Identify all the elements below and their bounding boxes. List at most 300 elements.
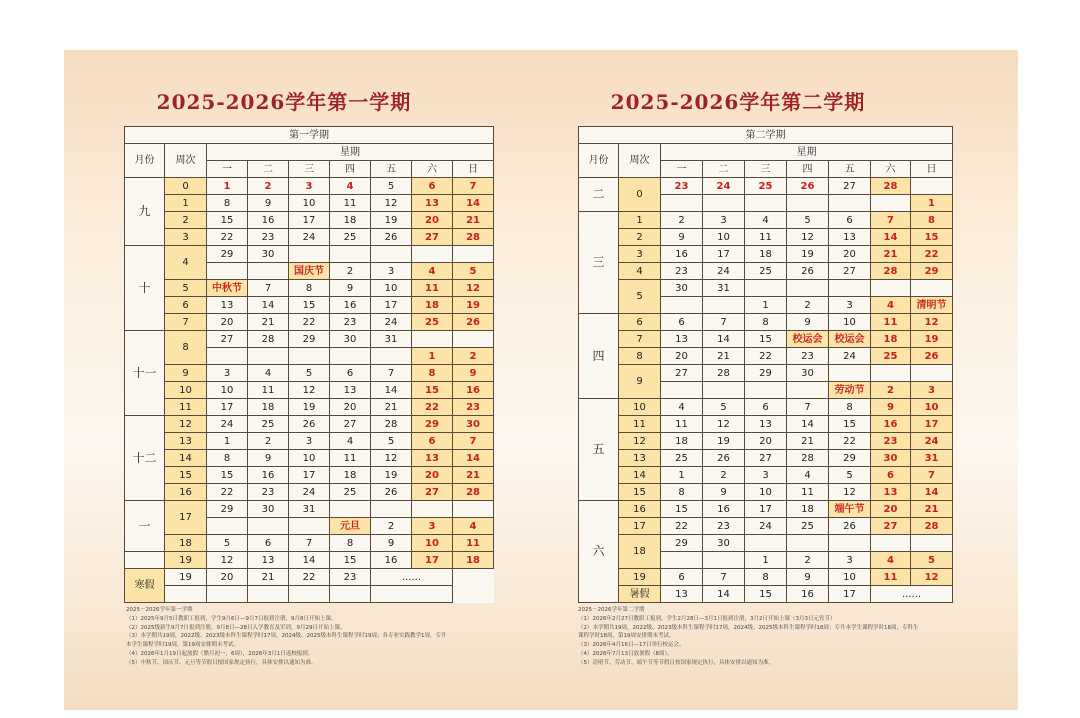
week-number-cell: 15: [619, 484, 661, 501]
note-line: （5）中秋节、国庆节、元旦等节假日按国家规定执行，具体安排以通知为准。: [126, 659, 317, 666]
day-cell: 25: [248, 416, 289, 433]
day-cell: 7: [453, 433, 494, 450]
week-number-cell: 1: [619, 212, 661, 229]
day-cell: 6: [661, 314, 703, 331]
empty-day-cell: [207, 586, 248, 603]
week-number-cell: 9: [619, 365, 661, 399]
day-cell: 27: [661, 365, 703, 382]
day-cell: 30: [787, 365, 829, 382]
day-cell: 14: [289, 552, 330, 569]
day-cell: 27: [330, 416, 371, 433]
day-cell: 7: [289, 535, 330, 552]
week-row: [125, 399, 494, 416]
day-cell: 6: [829, 212, 871, 229]
day-cell: 4: [745, 212, 787, 229]
week-number-cell: 14: [165, 450, 207, 467]
day-cell: 9: [330, 280, 371, 297]
day-cell: 24: [207, 416, 248, 433]
day-cell: 25: [745, 178, 787, 195]
day-cell: 4: [871, 297, 911, 314]
day-cell: 11: [871, 314, 911, 331]
empty-day-cell: [703, 382, 745, 399]
semester2-calendar-table: [578, 126, 953, 603]
day-cell: 21: [787, 433, 829, 450]
day-cell: 13: [207, 297, 248, 314]
week-row: [579, 450, 953, 467]
day-cell: 15: [330, 552, 371, 569]
day-cell: 11: [330, 195, 371, 212]
weekday-group-header: 星期: [207, 144, 494, 161]
week-row: [579, 178, 953, 195]
note-line: （5）清明节、劳动节、端午节等节假日按国家规定执行，具体安排以通知为准。: [578, 659, 775, 666]
day-cell: 16: [453, 382, 494, 399]
day-cell: 27: [412, 229, 453, 246]
day-cell: 22: [289, 314, 330, 331]
empty-day-cell: [207, 263, 248, 280]
week-number-cell: 17: [165, 501, 207, 535]
day-cell: 18: [871, 331, 911, 348]
empty-day-cell: [787, 195, 829, 212]
day-cell: 2: [787, 552, 829, 569]
day-cell: 6: [661, 569, 703, 586]
day-cell: 13: [871, 484, 911, 501]
week-number-cell: 5: [619, 280, 661, 314]
day-cell: 15: [289, 297, 330, 314]
day-cell: 21: [371, 399, 412, 416]
day-cell: 12: [911, 314, 953, 331]
day-cell: 5: [829, 467, 871, 484]
day-cell: 16: [330, 297, 371, 314]
week-number-cell: 18: [165, 535, 207, 552]
day-cell: 30: [661, 280, 703, 297]
day-cell: 15: [661, 501, 703, 518]
day-cell: 7: [453, 178, 494, 195]
empty-day-cell: [745, 280, 787, 297]
holiday-cell: 中秋节: [207, 280, 248, 297]
day-cell: 27: [829, 263, 871, 280]
empty-day-cell: [745, 195, 787, 212]
day-cell: 14: [871, 229, 911, 246]
semester1-calendar-table: [124, 126, 494, 603]
week-row: [579, 263, 953, 280]
day-cell: 26: [703, 450, 745, 467]
day-cell: 13: [661, 586, 703, 603]
day-cell: 19: [289, 399, 330, 416]
week-row: [579, 212, 953, 229]
day-cell: 1: [412, 348, 453, 365]
week-number-cell: 3: [619, 246, 661, 263]
day-cell: 23: [703, 518, 745, 535]
day-cell: 7: [871, 212, 911, 229]
day-cell: 9: [661, 229, 703, 246]
empty-day-cell: [745, 382, 787, 399]
day-cell: 26: [787, 178, 829, 195]
day-cell: 21: [453, 212, 494, 229]
week-row: [125, 331, 494, 348]
day-cell: 26: [829, 518, 871, 535]
day-cell: 4: [330, 433, 371, 450]
day-cell: 8: [412, 365, 453, 382]
day-cell: 7: [703, 314, 745, 331]
day-cell: 4: [661, 399, 703, 416]
day-cell: 23: [787, 348, 829, 365]
day-cell: 10: [289, 450, 330, 467]
day-cell: 26: [453, 314, 494, 331]
week-number-cell: 12: [165, 416, 207, 433]
empty-day-cell: [911, 365, 953, 382]
day-cell: 24: [745, 518, 787, 535]
month-column-header: 月份: [579, 144, 619, 178]
day-cell: 3: [289, 433, 330, 450]
day-cell: 14: [248, 297, 289, 314]
empty-day-cell: [248, 263, 289, 280]
day-cell: 25: [661, 450, 703, 467]
weekday-header: 二: [248, 161, 289, 178]
day-cell: 17: [745, 501, 787, 518]
day-cell: 7: [248, 280, 289, 297]
weekday-header: 六: [871, 161, 911, 178]
day-cell: 1: [745, 297, 787, 314]
note-line: （4）2026年7月13日放暑假（8周）。: [578, 650, 673, 657]
day-cell: 11: [330, 450, 371, 467]
week-number-cell: 9: [165, 365, 207, 382]
day-cell: 17: [289, 212, 330, 229]
empty-day-cell: [330, 246, 371, 263]
note-line: （4）2026年1月19日起放假（腊月初一，6周），2026年3月1日返校报到。: [126, 650, 314, 657]
week-row: [125, 382, 494, 399]
week-number-cell: 寒假: [125, 569, 165, 603]
day-cell: 27: [745, 450, 787, 467]
day-cell: 3: [829, 552, 871, 569]
week-number-cell: 4: [619, 263, 661, 280]
day-cell: 9: [871, 399, 911, 416]
day-cell: 24: [703, 178, 745, 195]
day-cell: 10: [207, 382, 248, 399]
day-cell: 12: [371, 450, 412, 467]
week-number-cell: 8: [165, 331, 207, 365]
week-row: [579, 569, 953, 586]
empty-day-cell: [453, 501, 494, 518]
day-cell: 18: [248, 399, 289, 416]
day-cell: 9: [371, 535, 412, 552]
day-cell: 31: [911, 450, 953, 467]
day-cell: 5: [911, 552, 953, 569]
empty-day-cell: [330, 586, 371, 603]
day-cell: 4: [248, 365, 289, 382]
week-number-cell: 7: [619, 331, 661, 348]
calendar-sheet: [64, 50, 1018, 710]
week-row: [579, 280, 953, 297]
week-row: [579, 416, 953, 433]
day-cell: 15: [207, 212, 248, 229]
week-row: [125, 484, 494, 501]
day-cell: 17: [412, 552, 453, 569]
empty-day-cell: [330, 501, 371, 518]
day-cell: 12: [911, 569, 953, 586]
day-cell: 13: [330, 382, 371, 399]
day-cell: 13: [829, 229, 871, 246]
day-cell: 15: [412, 382, 453, 399]
week-number-cell: 11: [165, 399, 207, 416]
day-cell: 28: [248, 331, 289, 348]
empty-day-cell: [911, 535, 953, 552]
day-cell: 23: [248, 484, 289, 501]
day-cell: 9: [248, 450, 289, 467]
day-cell: 8: [207, 450, 248, 467]
day-cell: 14: [703, 586, 745, 603]
day-cell: 17: [911, 416, 953, 433]
day-cell: 4: [412, 263, 453, 280]
day-cell: 12: [787, 229, 829, 246]
week-row: [125, 365, 494, 382]
day-cell: 27: [829, 178, 871, 195]
holiday-cell: 校运会: [829, 331, 871, 348]
day-cell: 23: [661, 178, 703, 195]
day-cell: 28: [703, 365, 745, 382]
empty-day-cell: [787, 382, 829, 399]
day-cell: 22: [207, 484, 248, 501]
day-cell: 10: [703, 229, 745, 246]
weekday-header: 一: [207, 161, 248, 178]
day-cell: 12: [453, 280, 494, 297]
day-cell: 16: [248, 467, 289, 484]
day-cell: 15: [745, 586, 787, 603]
day-cell: 8: [745, 569, 787, 586]
day-cell: 21: [703, 348, 745, 365]
day-cell: 15: [911, 229, 953, 246]
day-cell: 27: [412, 484, 453, 501]
day-cell: 4: [330, 178, 371, 195]
semester1-notes: [126, 606, 447, 668]
day-cell: 20: [207, 314, 248, 331]
empty-day-cell: [453, 331, 494, 348]
week-number-cell: 0: [165, 178, 207, 195]
day-cell: 11: [787, 484, 829, 501]
day-cell: 19: [371, 467, 412, 484]
day-cell: 9: [703, 484, 745, 501]
month-cell: 三: [579, 212, 619, 314]
weekday-header: 四: [787, 161, 829, 178]
week-row: [579, 348, 953, 365]
week-row: [125, 212, 494, 229]
empty-day-cell: [829, 195, 871, 212]
week-row: [125, 416, 494, 433]
week-number-cell: 19: [165, 552, 207, 569]
week-number-cell: 16: [619, 501, 661, 518]
day-cell: 21: [248, 569, 289, 586]
day-cell: 2: [661, 212, 703, 229]
empty-day-cell: [207, 518, 248, 535]
day-cell: 2: [330, 263, 371, 280]
day-cell: 14: [911, 484, 953, 501]
week-row: [125, 569, 494, 586]
day-cell: 6: [412, 178, 453, 195]
empty-day-cell: [703, 552, 745, 569]
day-cell: 16: [871, 416, 911, 433]
day-cell: 8: [330, 535, 371, 552]
day-cell: 28: [871, 263, 911, 280]
week-row: [579, 501, 953, 518]
day-cell: 26: [371, 229, 412, 246]
weekday-header: 二: [703, 161, 745, 178]
day-cell: 8: [661, 484, 703, 501]
week-row: [579, 229, 953, 246]
day-cell: 30: [453, 416, 494, 433]
empty-day-cell: [371, 348, 412, 365]
day-cell: 18: [745, 246, 787, 263]
day-cell: 6: [330, 365, 371, 382]
week-number-cell: 12: [619, 433, 661, 450]
day-cell: 24: [829, 348, 871, 365]
holiday-cell: 国庆节: [289, 263, 330, 280]
day-cell: 14: [453, 450, 494, 467]
note-line: （3）2026年4月16日—17日举行校运会。: [578, 642, 685, 649]
day-cell: 22: [289, 569, 330, 586]
week-number-cell: 6: [619, 314, 661, 331]
day-cell: ......: [371, 569, 453, 586]
empty-day-cell: [248, 586, 289, 603]
empty-day-cell: [289, 586, 330, 603]
day-cell: 3: [703, 212, 745, 229]
week-number-cell: 15: [165, 467, 207, 484]
day-cell: 11: [661, 416, 703, 433]
semester-header: 第二学期: [579, 127, 953, 144]
day-cell: 8: [289, 280, 330, 297]
week-row: [579, 586, 953, 603]
day-cell: 3: [829, 297, 871, 314]
empty-day-cell: [661, 195, 703, 212]
day-cell: 23: [453, 399, 494, 416]
day-cell: 20: [412, 212, 453, 229]
day-cell: 19: [453, 297, 494, 314]
day-cell: 28: [871, 178, 911, 195]
day-cell: ......: [871, 586, 953, 603]
day-cell: 6: [871, 467, 911, 484]
day-cell: 28: [911, 518, 953, 535]
day-cell: 4: [453, 518, 494, 535]
day-cell: 16: [248, 212, 289, 229]
day-cell: 27: [871, 518, 911, 535]
weekday-header: 日: [453, 161, 494, 178]
day-cell: 7: [703, 569, 745, 586]
day-cell: 18: [787, 501, 829, 518]
day-cell: 30: [330, 331, 371, 348]
week-row: [125, 246, 494, 263]
day-cell: 15: [829, 416, 871, 433]
day-cell: 13: [248, 552, 289, 569]
week-number-cell: 16: [165, 484, 207, 501]
day-cell: 11: [412, 280, 453, 297]
day-cell: 23: [330, 314, 371, 331]
day-cell: 22: [745, 348, 787, 365]
day-cell: 3: [412, 518, 453, 535]
day-cell: 8: [911, 212, 953, 229]
day-cell: 24: [703, 263, 745, 280]
day-cell: 26: [371, 484, 412, 501]
day-cell: 8: [745, 314, 787, 331]
day-cell: 25: [330, 484, 371, 501]
day-cell: 9: [453, 365, 494, 382]
week-row: [579, 331, 953, 348]
week-row: [125, 297, 494, 314]
day-cell: 4: [871, 552, 911, 569]
week-row: [125, 552, 494, 569]
day-cell: 20: [871, 501, 911, 518]
week-row: [125, 280, 494, 297]
day-cell: 12: [371, 195, 412, 212]
weekday-header: 五: [829, 161, 871, 178]
empty-day-cell: [871, 365, 911, 382]
day-cell: 15: [207, 467, 248, 484]
week-number-cell: 7: [165, 314, 207, 331]
day-cell: 14: [371, 382, 412, 399]
day-cell: 11: [248, 382, 289, 399]
holiday-cell: 清明节: [911, 297, 953, 314]
empty-day-cell: [453, 246, 494, 263]
day-cell: 22: [829, 433, 871, 450]
day-cell: 28: [453, 484, 494, 501]
week-row: [125, 314, 494, 331]
week-number-cell: 3: [165, 229, 207, 246]
month-cell: 六: [579, 501, 619, 603]
day-cell: 10: [911, 399, 953, 416]
day-cell: 5: [453, 263, 494, 280]
day-cell: 30: [248, 501, 289, 518]
day-cell: 23: [330, 569, 371, 586]
day-cell: 14: [703, 331, 745, 348]
day-cell: 24: [289, 229, 330, 246]
day-cell: 29: [829, 450, 871, 467]
day-cell: 17: [207, 399, 248, 416]
day-cell: 30: [871, 450, 911, 467]
day-cell: 21: [248, 314, 289, 331]
weekday-header: 日: [911, 161, 953, 178]
day-cell: 7: [787, 399, 829, 416]
empty-day-cell: [871, 195, 911, 212]
empty-day-cell: [911, 280, 953, 297]
month-cell: 一: [125, 501, 165, 552]
week-number-cell: 13: [619, 450, 661, 467]
empty-day-cell: [911, 178, 953, 195]
day-cell: 16: [371, 552, 412, 569]
month-cell: [125, 552, 165, 569]
day-cell: 16: [661, 246, 703, 263]
day-cell: 5: [703, 399, 745, 416]
note-line: 2025－2026学年第二学期: [578, 607, 645, 613]
weekday-header: 五: [371, 161, 412, 178]
day-cell: 7: [911, 467, 953, 484]
month-cell: 四: [579, 314, 619, 399]
sem2-table: [578, 126, 953, 603]
day-cell: 23: [661, 263, 703, 280]
week-number-cell: 10: [165, 382, 207, 399]
day-cell: 10: [745, 484, 787, 501]
day-cell: 13: [412, 450, 453, 467]
day-cell: 3: [289, 178, 330, 195]
day-cell: 18: [412, 297, 453, 314]
empty-day-cell: [871, 535, 911, 552]
empty-day-cell: [289, 348, 330, 365]
month-cell: 二: [579, 178, 619, 212]
day-cell: 1: [661, 467, 703, 484]
empty-day-cell: [330, 348, 371, 365]
empty-day-cell: [829, 365, 871, 382]
day-cell: 1: [207, 433, 248, 450]
week-number-cell: 2: [165, 212, 207, 229]
note-line: （3）本学期共19周，2022级、2023级本科生课程学时17周，2024级、2025级本科生课程学时19周；各专业实践教学1周，专升: [126, 633, 447, 640]
week-row: [579, 518, 953, 535]
week-row: [125, 586, 494, 603]
